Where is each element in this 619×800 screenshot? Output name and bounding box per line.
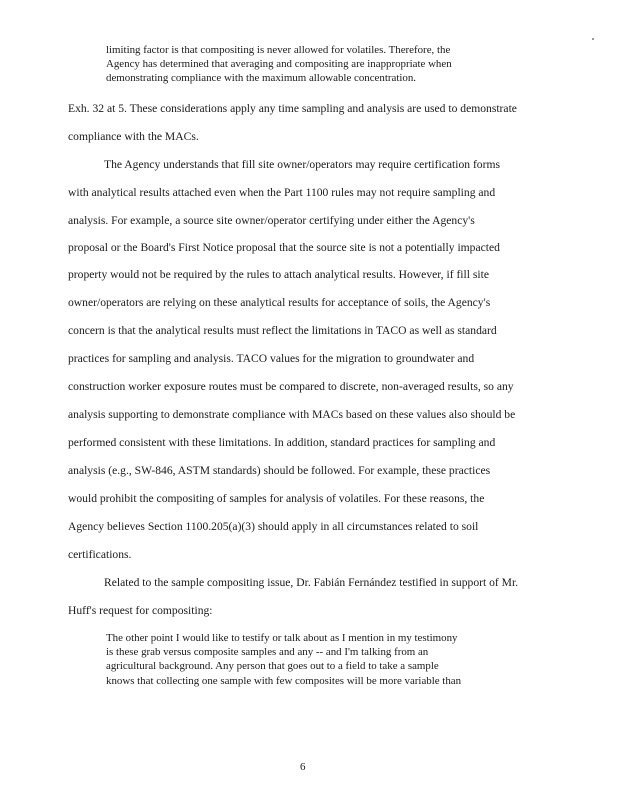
- paragraph-line: Related to the sample compositing issue, Dr. Fabián Fernández testified in support of Mr.: [104, 576, 519, 589]
- paragraph-line: analysis. For example, a source site owner/operator certifying under either the Agency's: [68, 214, 475, 227]
- paragraph-line: Exh. 32 at 5. These considerations apply any time sampling and analysis are used to demonstrate: [68, 102, 517, 115]
- paragraph-line: would prohibit the compositing of samples for analysis of volatiles. For these reasons, the: [68, 492, 485, 505]
- quote2-line: agricultural background. Any person that goes out to a field to take a sample: [106, 660, 439, 672]
- paragraph-line: performed consistent with these limitations. In addition, standard practices for sampling and: [68, 436, 496, 449]
- paragraph-line: construction worker exposure routes must be compared to discrete, non-averaged results, so any: [68, 380, 514, 393]
- paragraph-line: Huff's request for compositing:: [68, 604, 213, 617]
- quote2-line: The other point I would like to testify or talk about as I mention in my testimony: [106, 632, 458, 644]
- paragraph-line: analysis supporting to demonstrate compliance with MACs based on these values also should be: [68, 408, 516, 421]
- paragraph-line: The Agency understands that fill site owner/operators may require certification forms: [104, 158, 500, 171]
- paragraph-line: property would not be required by the rules to attach analytical results. However, if fill site: [68, 268, 489, 281]
- quote1-line: demonstrating compliance with the maximum allowable concentration.: [106, 72, 416, 84]
- paragraph-line: concern is that the analytical results must reflect the limitations in TACO as well as standard: [68, 324, 497, 337]
- paragraph-line: with analytical results attached even when the Part 1100 rules may not require sampling and: [68, 186, 496, 199]
- paragraph-line: proposal or the Board's First Notice proposal that the source site is not a potentially impacted: [68, 241, 500, 254]
- scan-speck: [592, 38, 594, 40]
- quote2-line: is these grab versus composite samples and any -- and I'm talking from an: [106, 646, 429, 658]
- paragraph-line: Agency believes Section 1100.205(a)(3) should apply in all circumstances related to soil: [68, 520, 479, 533]
- quote1-line: limiting factor is that compositing is never allowed for volatiles. Therefore, the: [106, 44, 451, 56]
- paragraph-line: practices for sampling and analysis. TACO values for the migration to groundwater and: [68, 352, 475, 365]
- quote1-line: Agency has determined that averaging and compositing are inappropriate when: [106, 58, 452, 70]
- paragraph-line: compliance with the MACs.: [68, 130, 199, 143]
- quote2-line: knows that collecting one sample with few composites will be more variable than: [106, 675, 462, 687]
- paragraph-line: owner/operators are relying on these analytical results for acceptance of soils, the Agency's: [68, 296, 491, 309]
- paragraph-line: analysis (e.g., SW-846, ASTM standards) should be followed. For example, these practices: [68, 464, 491, 477]
- paragraph-line: certifications.: [68, 548, 132, 561]
- page-number: 6: [300, 761, 306, 773]
